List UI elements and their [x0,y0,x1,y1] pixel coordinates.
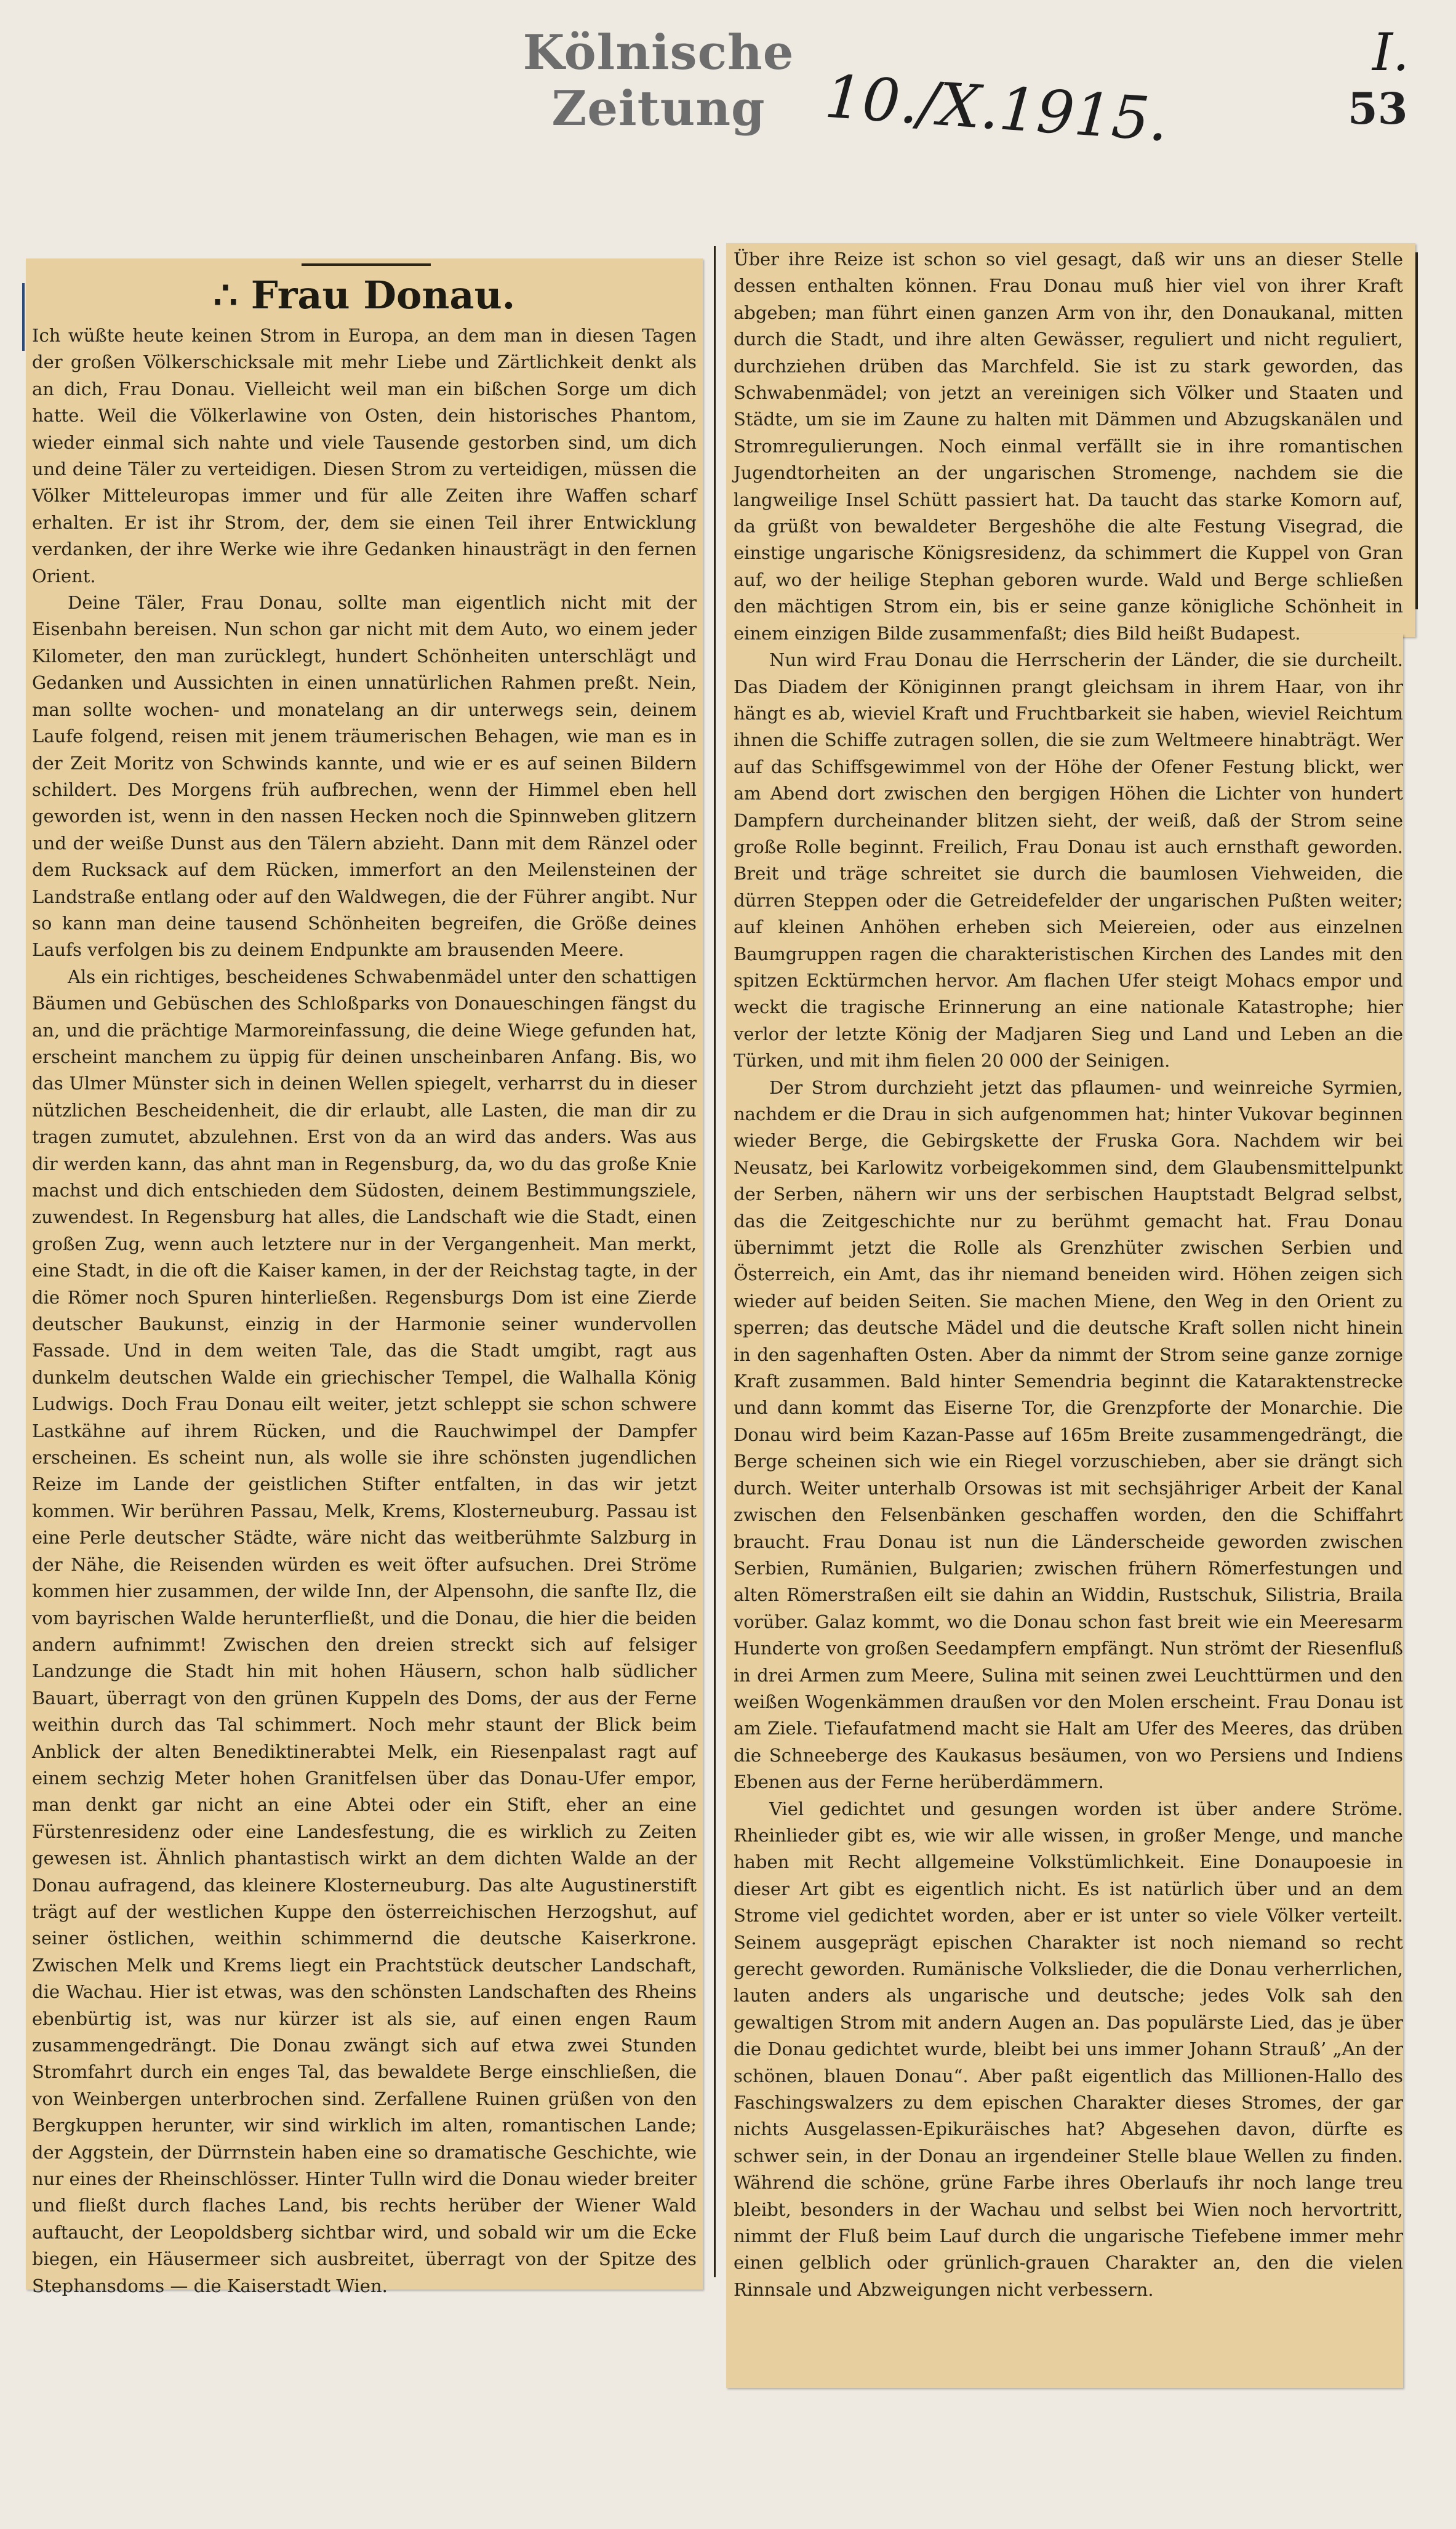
article-column-right [734,246,1403,2303]
title-rule [302,263,431,266]
paragraph: Der Strom durchzieht jetzt das pflaumen- und weinreiche Syrmien, nachdem er die Drau in sich aufgenommen hat; hinter Vukovar beginnen wieder Berge, die Gebirgskette der Fruska Gora. Nachdem wir bei Neusatz, bei Karlowitz vorbeigekommen sind, dem Glaubensmittelpunkt der Serben, nähern wir uns der serbischen Hauptstadt Belgrad selbst, das die Zeitgeschichte nur zu berühmt gemacht hat. Frau Donau übernimmt jetzt die Rolle als Grenzhüter zwischen Serbien und Österreich, ein Amt, das ihr niemand beneiden wird. Höhen zeigen sich wieder auf beiden Seiten. Sie machen Miene, den Weg in den Orient zu sperren; das deutsche Mädel und die deutsche Kraft sollen nicht hinein in den sagenhaften Osten. Aber da nimmt der Strom seine ganze zornige Kraft zusammen. Bald hinter Semendria beginnt die Kataraktenstrecke und dann kommt das Eiserne Tor, die Grenzpforte der Monarchie. Die Donau wird beim Kazan-Passe auf 165m Breite zusammengedrängt, die Berge scheinen sich wie ein Riegel vorzuschieben, aber sie drängt sich durch. Weiter unterhalb Orsowas ist mit sechsjähriger Arbeit der Kanal zwischen den Felsenbänken geschaffen worden, den die Schiffahrt braucht. Frau Donau ist nun die Länderscheide geworden zwischen Serbien, Rumänien, Bulgarien; zwischen frühern Römerfestungen und alten Römerstraßen eilt sie dahin an Widdin, Rustschuk, Silistria, Braila vorüber. Galaz kommt, wo die Donau schon fast breit wie ein Meeresarm Hunderte von großen Seedampfern empfängt. Nun strömt der Riesenfluß in drei Armen zum Meere, Sulina mit seinen zwei Leuchttürmen und den weißen Wogenkämmen draußen vor den Molen erscheint. Frau Donau ist am Ziele. Tiefaufatmend macht sie Halt am Ufer des Meeres, das drüben die Schneeberge des Kaukasus besäumen, von wo Persiens und Indiens Ebenen aus der Ferne herüberdämmern. [734,1076,1403,1793]
paragraph: Viel gedichtet und gesungen worden ist über andere Ströme. Rheinlieder gibt es, wie wir alle wissen, in großer Menge, und manche haben mit Recht allgemeine Volkstümlichkeit. Eine Donaupoesie in dieser Art gibt es eigentlich nicht. Es ist natürlich über und an dem Strome viel gedichtet worden, aber er ist unter so viele Völker verteilt. Seinem ausgeprägt epischen Charakter ist noch niemand so recht gerecht geworden. Rumänische Volkslieder, die die Donau verherrlichen, lauten anders als ungarische und deutsche; jedes Volk sah den gewaltigen Strom mit andern Augen an. Das populärste Lied, das je über die Donau gedichtet wurde, bleibt bei uns immer Johann Strauß’ „An der schönen, blauen Donau“. Aber paßt eigentlich das Millionen-Hallo des Faschingswalzers zu dem epischen Charakter dieses Stromes, der gar nichts Ausgelassen-Epikuräisches hat? Abgesehen davon, dürfte es schwer sein, in der Donau an irgendeiner Stelle blaue Wellen zu finden. Während die schöne, grüne Farbe ihres Oberlaufs ihr noch lange treu bleibt, besonders in der Wachau und selbst bei Wien noch hervortritt, nimmt der Fluß beim Lauf durch die ungarische Tiefebene immer mehr einen gelblich oder grünlich-grauen Charakter an, den die vielen Rinnsale und Abzweigungen nicht verbessern. [734,1798,1403,2300]
roman-mark: I. [1372,22,1409,82]
paragraph: Über ihre Reize ist schon so viel gesagt, daß wir uns an dieser Stelle dessen enthalten können. Frau Donau muß hier viel von ihrer Kraft abgeben; man führt einen ganzen Arm von ihr, den Donaukanal, mitten durch die Stadt, und ihre alten Gewässer, reguliert und nicht reguliert, durchziehen drüben das Marchfeld. Sie ist zu stark geworden, das Schwabenmädel; von jetzt an vereinigen sich Völker und Staaten und Städte, um sie im Zaune zu halten mit Dämmen und Abzugskanälen und Stromregulierungen. Noch einmal verfällt sie in ihre romantischen Jugendtorheiten an der ungarischen Stromenge, nachdem sie die langweilige Insel Schütt passiert hat. Da taucht das starke Komorn auf, da grüßt von bewaldeter Bergeshöhe die alte Festung Visegrad, die einstige ungarische Königsresidenz, da schimmert die Kuppel von Gran auf, wo der heilige Stephan geboren wurde. Wald und Berge schließen den mächtigen Strom ein, bis er seine ganze königliche Schönheit in einem einzigen Bilde zusammenfaßt; dies Bild heißt Budapest. [734,249,1403,644]
paragraph: Nun wird Frau Donau die Herrscherin der Länder, die sie durcheilt. Das Diadem der Königinnen prangt gleichsam in ihrem Haar, von ihr hängt es ab, wieviel Kraft und Fruchtbarkeit sie haben, wieviel Reichtum ihnen die Schiffe zutragen sollen, die sie zum Weltmeere hinabträgt. Wer auf das Schiffsgewimmel von der Höhe der Ofener Festung blickt, wer am Abend dort zwischen den bergigen Höhen die Lichter von hundert Dampfern durcheinander blitzen sieht, der weiß, daß der Strom seine große Rolle beginnt. Freilich, Frau Donau ist auch ernsthaft geworden. Breit und träge schreitet sie durch die baumlosen Viehweiden, die dürren Steppen oder die Getreidefelder der ungarischen Pußten weiter; auf kleinen Anhöhen erheben sich Meiereien, oder aus einzelnen Baumgruppen ragen die charakteristischen Kirchen des Landes mit den spitzen Ecktürmchen hervor. Am flachen Ufer steigt Mohacs empor und weckt die tragische Erinnerung an eine nationale Katastrophe; hier verlor der letzte König der Madjaren Sieg und Land und Leben an die Türken, und mit ihm fielen 20 000 der Seinigen. [734,649,1403,1072]
article-column-left [32,271,697,2299]
handwritten-date: 10./X.1915. [822,62,1170,155]
right-margin-rule [1415,252,1418,609]
article-title: ∴ Frau Donau. [213,273,516,318]
paragraph: Als ein richtiges, bescheidenes Schwabenmädel unter den schattigen Bäumen und Gebüschen des Schloßparks von Donaueschingen fängst du an, und die prächtige Marmoreinfassung, die deine Wiege gefunden hat, erscheint manchem zu üppig für deinen unscheinbaren Anfang. Bis, wo das Ulmer Münster sich in deinen Wellen spiegelt, verharrst du in dieser nützlichen Bescheidenheit, die dir erlaubt, alle Lasten, die man dir zu tragen zumutet, abzulehnen. Erst von da an wird das anders. Was aus dir werden kann, das ahnt man in Regensburg, da, wo du das große Knie machst und dich entschieden dem Südosten, deinem Bestimmungsziele, zuwendest. In Regensburg hat alles, die Landschaft wie die Stadt, einen großen Zug, wenn auch letztere nur in der Vergangenheit. Man merkt, eine Stadt, in die oft die Kaiser kamen, in der der Reichstag tagte, in der die Römer noch Spuren hinterließen. Regensburgs Dom ist eine Zierde deutscher Baukunst, einzig in der Harmonie seiner wundervollen Fassade. Und in dem weiten Tale, das die Stadt umgibt, ragt aus dunkelm deutschen Walde ein griechischer Tempel, die Walhalla König Ludwigs. Doch Frau Donau eilt weiter, jetzt schleppt sie schon schwere Lastkähne auf ihrem Rücken, und die Rauchwimpel der Dampfer erscheinen. Es scheint nun, als wolle sie ihre schönsten jugendlichen Reize im Lande der geistlichen Stifter entfalten, in das wir jetzt kommen. Wir berühren Passau, Melk, Krems, Klosterneuburg. Passau ist eine Perle deutscher Städte, wäre nicht das weitberühmte Salzburg in der Nähe, die Reisenden würden es weit öfter aufsuchen. Drei Ströme kommen hier zusammen, der wilde Inn, der Alpensohn, die sanfte Ilz, die vom bayrischen Walde herunterfließt, und die Donau, die hier die beiden andern aufnimmt! Zwischen den dreien streckt sich auf felsiger Landzunge die Stadt hin mit hohen Häusern, schon halb südlicher Bauart, überragt von den grünen Kuppeln des Doms, der aus der Ferne weithin durch das Tal schimmert. Noch mehr staunt der Blick beim Anblick der alten Benediktinerabtei Melk, ein Riesenpalast ragt auf einem sechzig Meter hohen Granitfelsen über das Donau-Ufer empor, man denkt gar nicht an eine Abtei oder ein Stift, eher an eine Fürstenresidenz oder eine Landesfestung, die es wirklich zu Zeiten gewesen ist. Ähnlich phantastisch wirkt an dem dichten Walde an der Donau aufragend, das kleinere Klosterneuburg. Das alte Augustinerstift trägt auf der westlichen Kuppe den österreichischen Herzogshut, auf seiner östlichen, weithin schimmernd die deutsche Kaiserkrone. Zwischen Melk und Krems liegt ein Prachtstück deutscher Landschaft, die Wachau. Hier ist etwas, was den schönsten Landschaften des Rheins ebenbürtig ist, was nur kürzer ist als sie, auf einen engen Raum zusammengedrängt. Die Donau zwängt sich auf etwa zwei Stunden Stromfahrt durch ein enges Tal, das bewaldete Berge einschließen, die von Weinbergen unterbrochen sind. Zerfallene Ruinen grüßen von den Bergkuppen herunter, wir sind wirklich im alten, romantischen Lande; der Aggstein, der Dürrnstein haben eine so dramatische Geschichte, wie nur eines der Rheinschlösser. Hinter Tulln wird die Donau wieder breiter und fließt durch flaches Land, bis rechts herüber der Wiener Wald auftaucht, der Leopoldsberg sichtbar wird, und sobald wir um die Ecke biegen, ein Häusermeer sich ausbreitet, überragt von der Spitze des Stephansdoms — die Kaiserstadt Wien. [32,966,697,2296]
paragraph: Deine Täler, Frau Donau, sollte man eigentlich nicht mit der Eisenbahn bereisen. Nun schon gar nicht mit dem Auto, wo einem jeder Kilometer, den man zurücklegt, hundert Schönheiten unterschlägt und Gedanken und Aussichten in einen unnatürlichen Rahmen preßt. Nein, man sollte wochen- und monatelang an dir unterwegs sein, deinem Laufe folgend, reisen mit jenem träumerischen Behagen, wie man es in der Zeit Moritz von Schwinds kannte, und wie er es auf seinen Bildern schildert. Des Morgens früh aufbrechen, wenn der Himmel eben hell geworden ist, wenn in den nassen Hecken noch die Spinnweben glitzern und der weiße Dunst aus den Tälern abzieht. Dann mit dem Ränzel oder dem Rucksack auf dem Rücken, immerfort an den Meilensteinen der Landstraße entlang oder auf den Waldwegen, die der Führer angibt. Nur so kann man deine tausend Schönheiten begreifen, die Größe deines Laufs verfolgen bis zu deinem Endpunkte am brausenden Meere. [32,592,697,961]
margin-mark [22,283,25,351]
paragraph: Ich wüßte heute keinen Strom in Europa, an dem man in diesen Tagen der großen Völkerschicksale mit mehr Liebe und Zärtlichkeit denkt als an dich, Frau Donau. Vielleicht weil man ein bißchen Sorge um dich hatte. Weil die Völkerlawine von Osten, dein historisches Phantom, wieder einmal sich nahte und viele Tausende gestorben sind, um dich und deine Täler zu verteidigen. Diesen Strom zu verteidigen, müssen die Völker Mitteleuropas immer und für alle Zeiten ihre Waffen scharf erhalten. Er ist ihr Strom, der, dem sie einen Teil ihrer Entwicklung verdanken, der ihre Werke wie ihre Gedanken hinausträgt in den fernen Orient. [32,325,697,587]
column-rule [714,246,716,2277]
masthead: Kölnische Zeitung [522,25,794,137]
page-number: 53 [1348,83,1408,134]
